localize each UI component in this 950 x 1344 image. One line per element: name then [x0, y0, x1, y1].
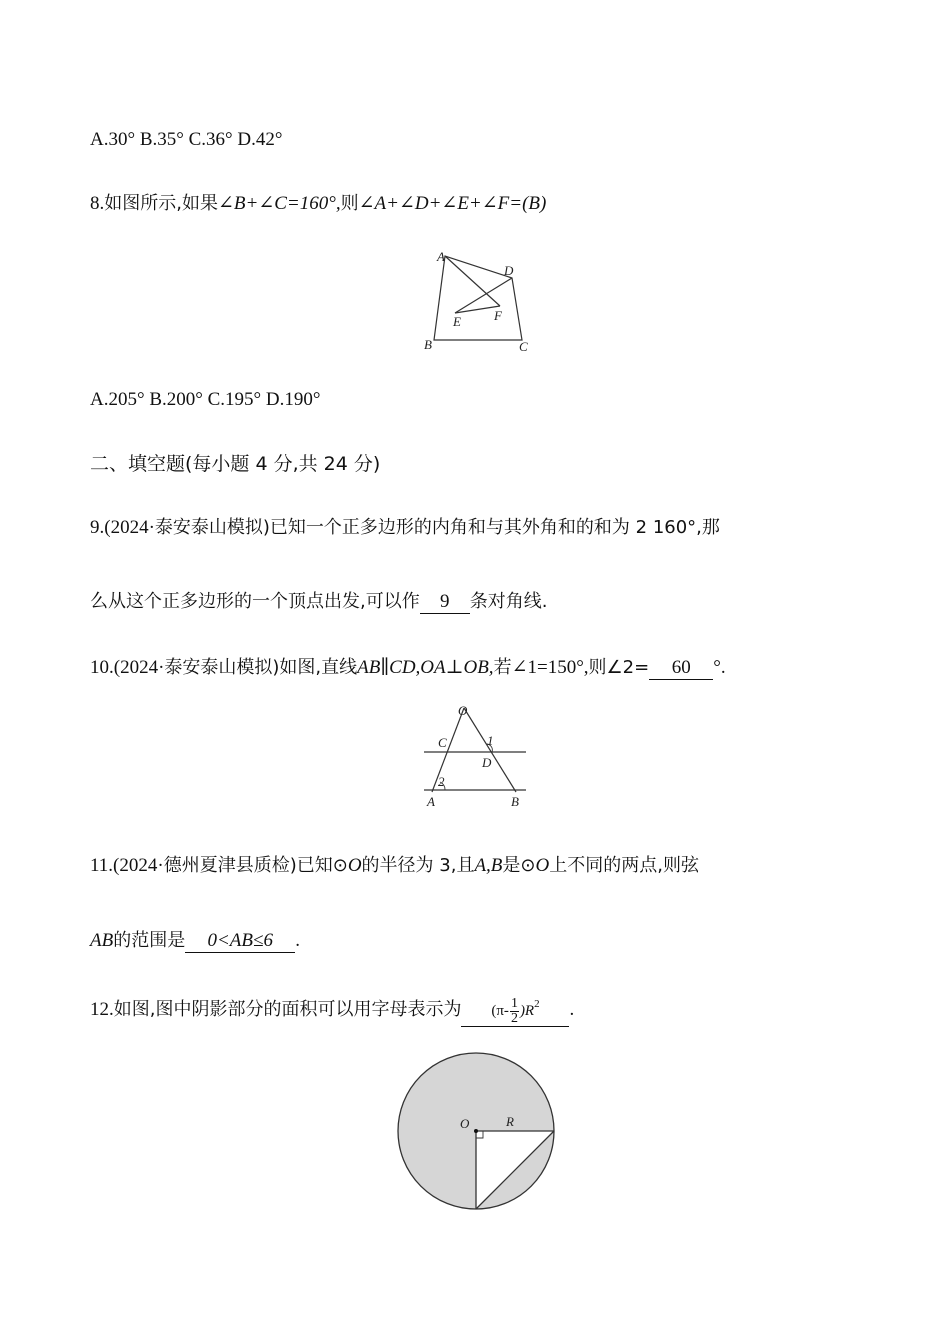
q8-line-de	[455, 278, 512, 313]
q11-line2	[90, 929, 300, 953]
q12-line	[90, 993, 574, 1027]
q11-text-b: 的半径为 3,且	[361, 855, 475, 876]
q8-stem-text: 如图所示,如果	[104, 193, 218, 214]
q10-label-1: 1	[487, 733, 494, 748]
q9-line1	[90, 516, 720, 540]
q8-label-a: A	[437, 249, 445, 264]
q12-text: 如图,图中阴影部分的面积可以用字母表示为	[113, 999, 462, 1020]
q12-frac-den: 2	[510, 1011, 518, 1027]
q10-label-d: D	[482, 755, 492, 770]
q10-figure	[418, 702, 538, 812]
q10-label-b: B	[511, 794, 519, 809]
q10-prefix: 10.(2024·	[90, 657, 165, 678]
q11-line2-text: 的范围是	[113, 930, 186, 951]
q10-suffix: °.	[713, 657, 726, 678]
section-2-title: 二、填空题(每小题 4 分,共 24 分)	[90, 453, 381, 475]
q11-suffix: .	[295, 930, 300, 951]
q12-figure	[390, 1048, 570, 1218]
q8-stem-text2: 则	[340, 193, 359, 214]
q9-source: 泰安泰山模拟	[154, 517, 263, 538]
q8-label-b: B	[424, 337, 432, 352]
q8-label-c: C	[519, 339, 528, 354]
q12-frac-num: 1	[510, 996, 518, 1012]
q10-label-o: O	[458, 703, 468, 718]
q11-o1: O	[347, 855, 362, 876]
q8-number: 8.	[90, 193, 105, 214]
q10-text-c: 则∠2=	[588, 657, 650, 678]
q11-o2: O	[535, 855, 550, 876]
q9-text-c: 条对角线.	[469, 591, 548, 612]
q10-text-b: 若	[493, 657, 512, 678]
q10-math: AB∥CD,OA⊥OB,	[357, 657, 494, 678]
q8-figure	[420, 248, 540, 358]
q12-answer-sup: 2	[534, 998, 540, 1010]
q10-text-a: )如图,直线	[272, 657, 358, 678]
q8-label-f: F	[494, 308, 502, 323]
q10-label-a: A	[427, 794, 435, 809]
q10-label-c: C	[438, 735, 447, 750]
q9-prefix: 9.(2024·	[90, 517, 155, 538]
q12-prefix: 12.	[90, 999, 114, 1020]
q10-source: 泰安泰山模拟	[164, 657, 273, 678]
q11-answer: 0<AB≤6	[185, 930, 295, 953]
q10-answer: 60	[649, 657, 713, 680]
q12-answer-pre: (π-	[491, 1003, 509, 1019]
q9-line2	[90, 590, 547, 614]
q11-line1	[90, 854, 699, 878]
q9-text-a: )已知一个正多边形的内角和与其外角和的和为 2 160°,那	[262, 517, 720, 538]
q11-text-a: )已知⊙	[289, 855, 348, 876]
q9-text-b: 么从这个正多边形的一个顶点出发,可以作	[90, 591, 420, 612]
q10-label-2: 2	[438, 774, 445, 789]
q8-label-e: E	[453, 314, 461, 329]
q8-condition: ∠B+∠C=160°,	[217, 193, 341, 214]
q8-line-af	[445, 256, 500, 306]
q11-ab: A,B	[474, 855, 503, 876]
q12-fraction	[510, 997, 519, 1026]
q12-answer-post: )R	[519, 1003, 535, 1019]
q7-options: A.30° B.35° C.36° D.42°	[90, 129, 283, 150]
q10-math2: ∠1=150°,	[511, 657, 589, 678]
q10-line	[90, 656, 726, 680]
q8-label-d: D	[504, 263, 514, 278]
q11-text-d: 上不同的两点,则弦	[549, 855, 699, 876]
q8-options: A.205° B.200° C.195° D.190°	[90, 389, 321, 410]
q12-answer	[461, 993, 569, 1027]
q8-stem	[90, 192, 546, 216]
q11-text-c: 是⊙	[502, 855, 536, 876]
q11-source: 德州夏津县质检	[163, 855, 290, 876]
q8-question: ∠A+∠D+∠E+∠F=(B)	[358, 193, 547, 214]
q12-label-r: R	[506, 1114, 514, 1129]
q11-prefix: 11.(2024·	[90, 855, 164, 876]
q12-label-o: O	[460, 1116, 470, 1131]
q12-center-dot	[474, 1129, 478, 1133]
q10-segment-ob	[464, 708, 516, 792]
q9-answer: 9	[420, 591, 470, 614]
q12-suffix: .	[569, 999, 575, 1020]
q11-ab-var: AB	[90, 930, 114, 951]
q10-segment-oa	[432, 708, 464, 792]
